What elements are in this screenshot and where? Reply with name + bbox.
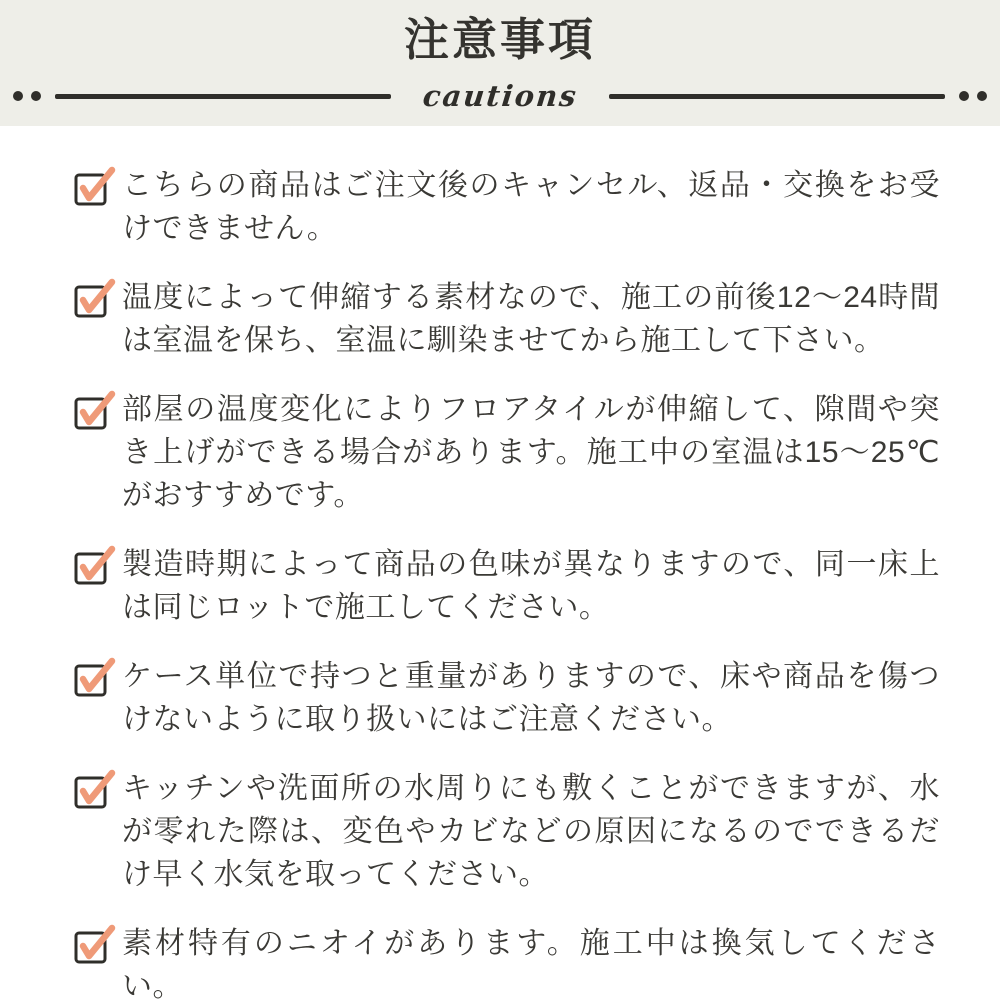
divider-line [55, 94, 391, 99]
caution-item [72, 767, 940, 896]
checked-checkbox-icon [72, 544, 118, 586]
section-subtitle: cautions [420, 79, 580, 113]
caution-item [72, 922, 940, 1008]
cautions-body [0, 126, 1000, 1008]
checked-checkbox-icon [72, 277, 118, 319]
caution-item [72, 655, 940, 741]
section-header [0, 0, 1000, 126]
caution-text: 温度によって伸縮する素材なので、施工の前後12〜24時間は室温を保ち、室温に馴染ませてから施工して下さい。 [122, 281, 940, 357]
caution-text: キッチンや洗面所の水周りにも敷くことができますが、水が零れた際は、変色やカビなどの原因になるのでできるだけ早く水気を取ってください。 [122, 772, 940, 891]
caution-item [72, 276, 940, 362]
checked-checkbox-icon [72, 656, 118, 698]
caution-item [72, 164, 940, 250]
caution-text: 素材特有のニオイがあります。施工中は換気してください。 [122, 927, 940, 1003]
divider-dot [13, 91, 23, 101]
page-title: 注意事項 [403, 14, 596, 65]
checked-checkbox-icon [72, 165, 118, 207]
divider-dot [959, 91, 969, 101]
caution-text: 製造時期によって商品の色味が異なりますので、同一床上は同じロットで施工してください。 [122, 548, 940, 624]
caution-item [72, 543, 940, 629]
divider-dot [977, 91, 987, 101]
divider-line [609, 94, 945, 99]
title-divider [0, 81, 1000, 111]
divider-dot [31, 91, 41, 101]
caution-text: こちらの商品はご注文後のキャンセル、返品・交換をお受けできません。 [122, 169, 940, 245]
checked-checkbox-icon [72, 768, 118, 810]
caution-text: ケース単位で持つと重量がありますので、床や商品を傷つけないように取り扱いにはご注意ください。 [122, 660, 940, 736]
checked-checkbox-icon [72, 389, 118, 431]
caution-text: 部屋の温度変化によりフロアタイルが伸縮して、隙間や突き上げができる場合があります。施工中の室温は15〜25℃がおすすめです。 [122, 393, 940, 512]
checked-checkbox-icon [72, 923, 118, 965]
caution-item [72, 388, 940, 517]
caution-list [0, 126, 1000, 1008]
